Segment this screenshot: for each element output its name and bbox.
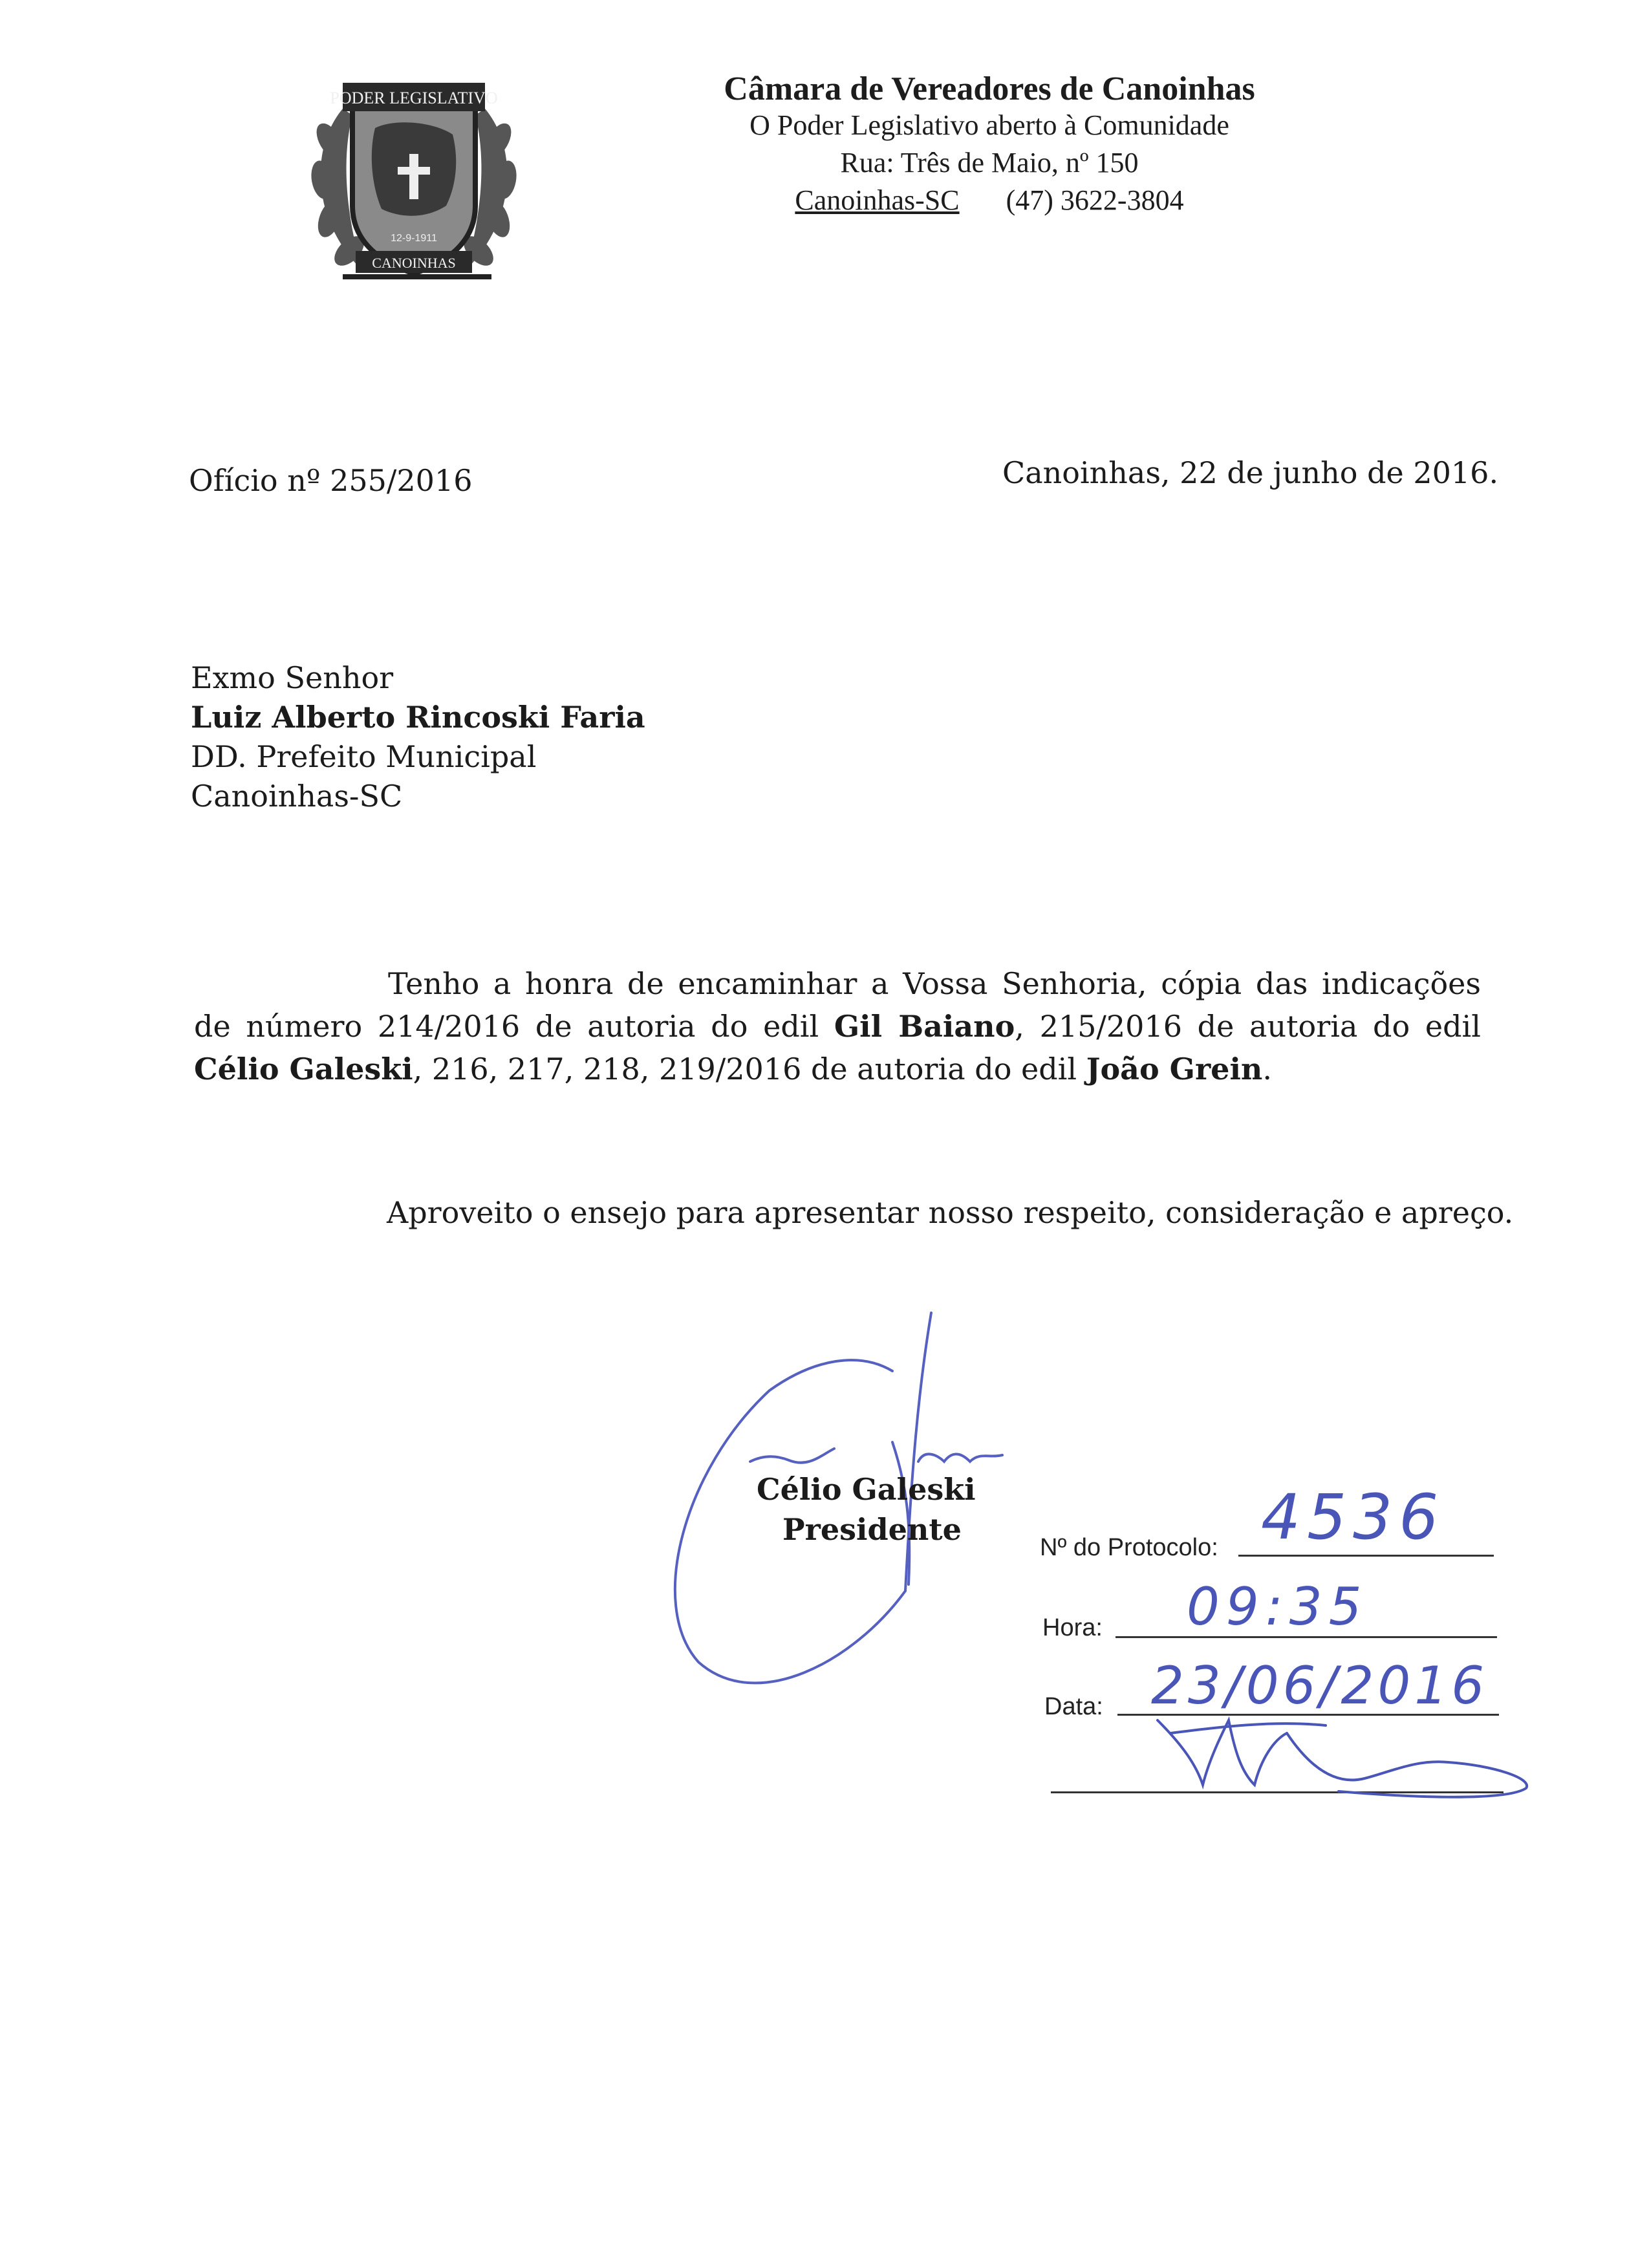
protocol-line (1238, 1555, 1494, 1557)
header-city: Canoinhas-SC (795, 184, 960, 216)
document-reference: Ofício nº 255/2016 (189, 463, 473, 498)
logo-banner-text: PODER LEGISLATIVO (330, 89, 498, 107)
receiver-signature (1145, 1694, 1546, 1811)
addressee-name: Luiz Alberto Rincoski Faria (191, 700, 645, 735)
addressee-block (191, 658, 645, 816)
header-phone: (47) 3622-3804 (1006, 184, 1184, 216)
edil-gil-baiano: Gil Baiano (834, 1009, 1015, 1044)
header-address: Rua: Três de Maio, nº 150 (840, 147, 1139, 178)
addressee-city: Canoinhas-SC (191, 779, 403, 814)
coat-of-arms-icon (304, 57, 524, 290)
date-value: 23/06/2016 (1151, 1656, 1489, 1716)
addressee-role: DD. Prefeito Municipal (191, 739, 537, 774)
p1-part-c: , 215/2016 de autoria do edil (1015, 1009, 1481, 1044)
time-label: Hora: (1042, 1614, 1103, 1641)
protocol-value: 4536 (1261, 1481, 1445, 1553)
header-motto: O Poder Legislativo aberto à Comunidade (749, 109, 1229, 141)
date-label: Data: (1044, 1693, 1103, 1720)
body-paragraph-2: Aproveito o ensejo para apresentar nosso respeito, consideração e apreço. (387, 1195, 1514, 1230)
addressee-salutation: Exmo Senhor (191, 660, 394, 695)
place-date: Canoinhas, 22 de junho de 2016. (1002, 455, 1499, 490)
p1-part-g: . (1262, 1052, 1272, 1086)
signer-name: Célio Galeski (757, 1472, 976, 1507)
time-value: 09:35 (1187, 1577, 1368, 1637)
header-title: Câmara de Vereadores de Canoinhas (724, 70, 1255, 107)
logo-year-text: 12-9-1911 (391, 233, 437, 244)
protocol-label: Nº do Protocolo: (1040, 1534, 1218, 1561)
edil-celio-galeski: Célio Galeski (194, 1052, 413, 1086)
body-paragraph-1 (194, 962, 1481, 1090)
signer-role: Presidente (782, 1512, 962, 1547)
p1-part-e: , 216, 217, 218, 219/2016 de autoria do edil (413, 1052, 1086, 1086)
logo-base-text: CANOINHAS (372, 255, 456, 271)
p1-part-a: Tenho a honra de encaminhar a Vossa Senhoria, cópia das indicações de número 214/2016 de autoria do edil (194, 966, 1481, 1044)
handwritten-signature (660, 1300, 1061, 1714)
header-contact-line (647, 184, 1332, 217)
edil-joao-grein: João Grein (1086, 1052, 1263, 1086)
